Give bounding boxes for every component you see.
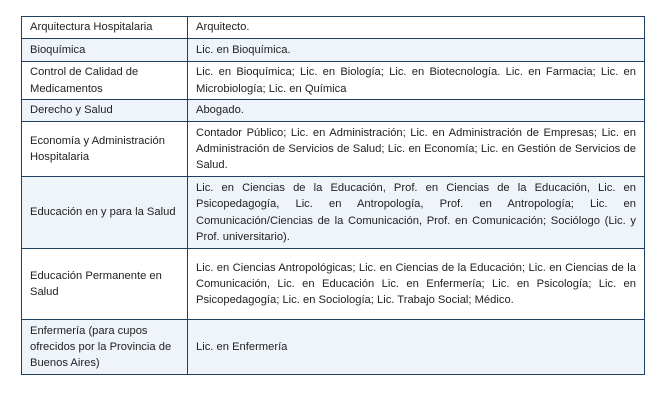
table-row bbox=[22, 39, 645, 62]
area-cell: Arquitectura Hospitalaria bbox=[22, 17, 188, 39]
area-cell: Derecho y Salud bbox=[22, 100, 188, 122]
area-cell: Economía y Administración Hospitalaria bbox=[22, 122, 188, 177]
table-row bbox=[22, 249, 645, 320]
titles-cell: Abogado. bbox=[188, 100, 645, 122]
titles-cell: Lic. en Enfermería bbox=[188, 320, 645, 375]
area-cell: Enfermería (para cupos ofrecidos por la Provincia de Buenos Aires) bbox=[22, 320, 188, 375]
table-row bbox=[22, 122, 645, 177]
areas-titles-table bbox=[21, 16, 645, 375]
titles-cell: Lic. en Bioquímica. bbox=[188, 39, 645, 62]
titles-cell: Arquitecto. bbox=[188, 17, 645, 39]
table-row bbox=[22, 177, 645, 249]
table-row bbox=[22, 17, 645, 39]
area-cell: Bioquímica bbox=[22, 39, 188, 62]
table-row bbox=[22, 62, 645, 100]
titles-cell: Contador Público; Lic. en Administración; Lic. en Administración de Empresas; Lic. en Administración de Servicios de Salud; Lic. en Economía; Lic. en Gestión de Servicios de Salud. bbox=[188, 122, 645, 177]
table-row bbox=[22, 320, 645, 375]
titles-cell: Lic. en Ciencias de la Educación, Prof. en Ciencias de la Educación, Lic. en Psicopedagogía, Lic. en Antropología, Prof. en Antropología; Lic. en Comunicación/Ciencias de la Comunicación, Prof. en Comunicación; Sociólogo (Lic. y Prof. universitario). bbox=[188, 177, 645, 249]
area-cell: Educación en y para la Salud bbox=[22, 177, 188, 249]
titles-cell: Lic. en Bioquímica; Lic. en Biología; Lic. en Biotecnología. Lic. en Farmacia; Lic. en Microbiología; Lic. en Química bbox=[188, 62, 645, 100]
area-cell: Control de Calidad de Medicamentos bbox=[22, 62, 188, 100]
area-cell: Educación Permanente en Salud bbox=[22, 249, 188, 320]
table-row bbox=[22, 100, 645, 122]
titles-cell: Lic. en Ciencias Antropológicas; Lic. en Ciencias de la Educación; Lic. en Ciencias de la Comunicación, Lic. en Educación Lic. en Enfermería; Lic. en Psicología; Lic. en Psicopedagogía; Lic. en Sociología; Lic. Trabajo Social; Médico. bbox=[188, 249, 645, 320]
